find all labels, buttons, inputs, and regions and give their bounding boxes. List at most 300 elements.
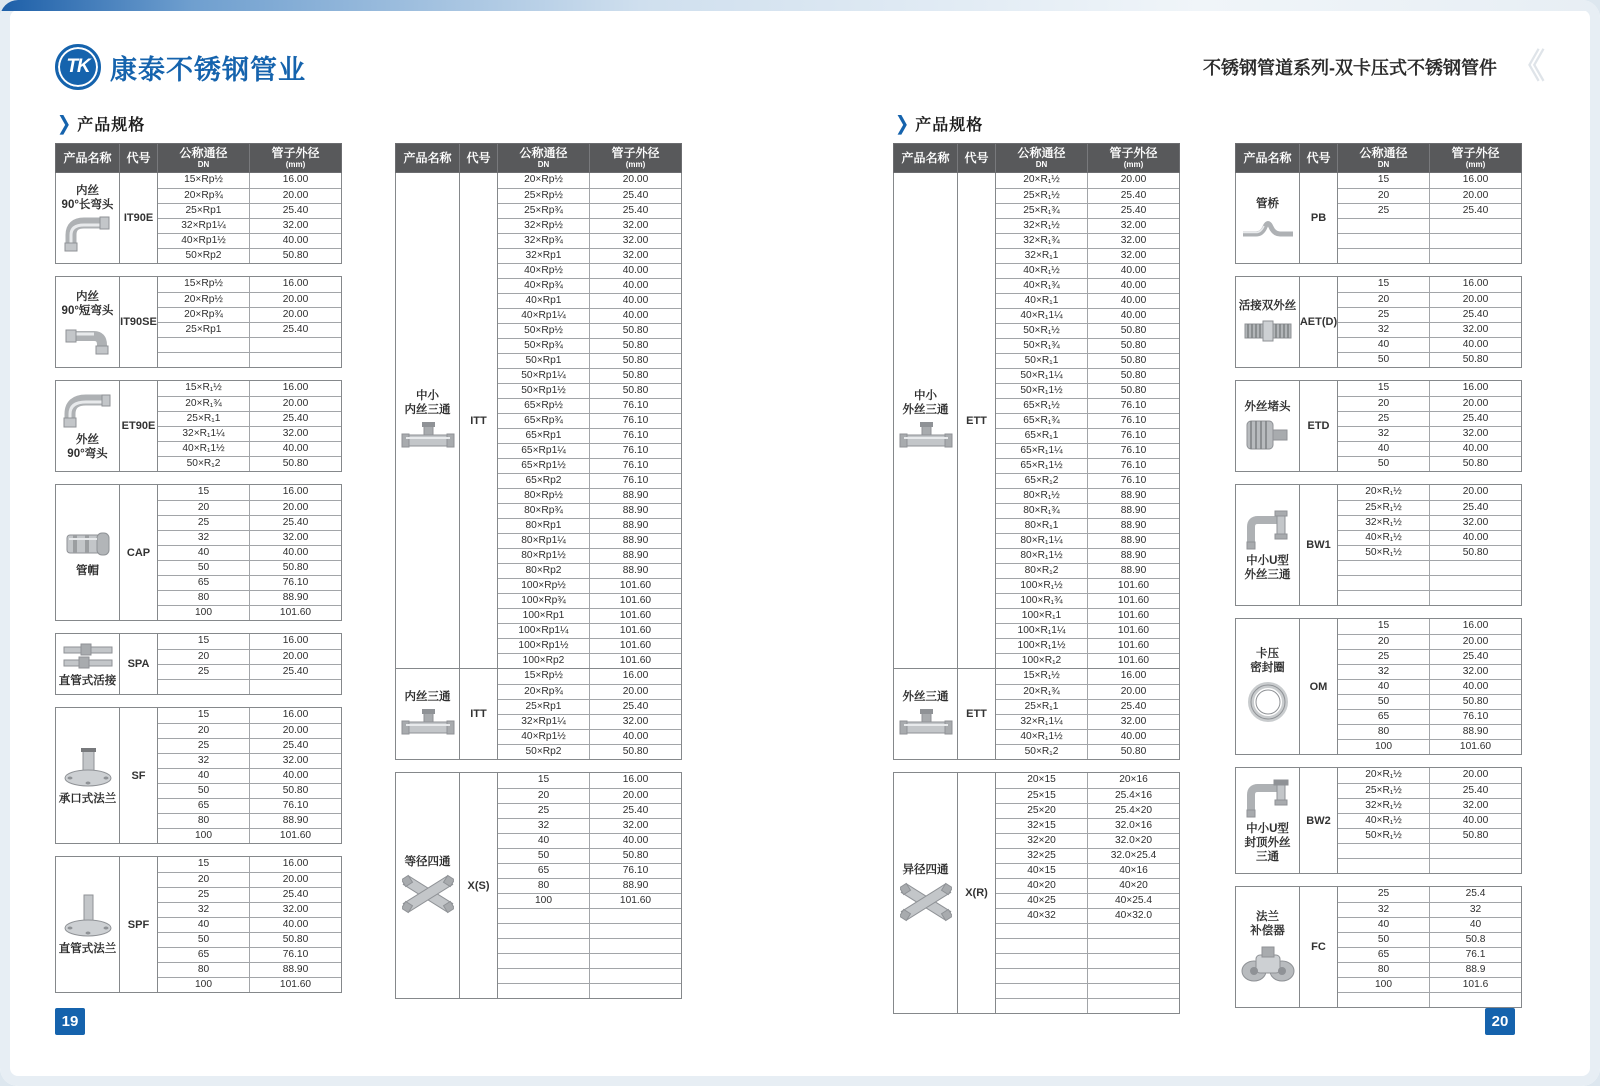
table-row: [498, 203, 681, 218]
od-cell: 50.80: [622, 370, 649, 381]
od-cell: 101.60: [619, 895, 652, 906]
od-cell: 40.00: [622, 731, 649, 742]
od-cell: 101.60: [1117, 640, 1150, 651]
table-row: [158, 828, 341, 843]
od-cell: 32.00: [622, 220, 649, 231]
table-row: [1338, 962, 1521, 977]
od-cell: 16.00: [1462, 620, 1489, 631]
product-name: 中小U型 外丝三通: [1244, 554, 1291, 581]
table-row: [996, 653, 1179, 668]
od-cell: 40.00: [1120, 265, 1147, 276]
dn-cell: 20: [1338, 397, 1430, 411]
dn-cell: 32×15: [996, 819, 1088, 833]
table-row: [1338, 724, 1521, 739]
dn-cell: 50×Rp1: [498, 354, 590, 368]
table-row: [158, 441, 341, 456]
dn-cell: 65: [158, 799, 250, 813]
od-cell: 50.80: [1462, 830, 1489, 841]
dn-cell: [1338, 219, 1430, 233]
od-cell: 25.4×16: [1114, 790, 1153, 801]
dn-cell: 32: [158, 531, 250, 545]
dn-cell: 32×R₁½: [1338, 516, 1430, 530]
dn-cell: 40×Rp¾: [498, 279, 590, 293]
dn-cell: 50×Rp¾: [498, 339, 590, 353]
spec-rows: [1338, 173, 1521, 263]
spec-rows: [158, 173, 341, 263]
dn-cell: 25: [158, 516, 250, 530]
od-cell: 16.00: [1462, 382, 1489, 393]
dn-cell: [996, 984, 1088, 998]
dn-cell: 65×Rp1¼: [498, 444, 590, 458]
od-cell: 76.10: [622, 400, 649, 411]
dn-cell: 25: [158, 888, 250, 902]
dn-cell: 20×R₁¾: [158, 397, 250, 411]
od-cell: 40.00: [282, 919, 309, 930]
od-cell: 32.00: [622, 250, 649, 261]
dn-cell: 25: [1338, 412, 1430, 426]
dn-cell: 100: [1338, 978, 1430, 992]
od-cell: 50.80: [1120, 355, 1147, 366]
od-cell: 40.00: [282, 235, 309, 246]
dn-cell: 50×R₁½: [1338, 546, 1430, 560]
od-cell: 76.10: [1120, 460, 1147, 471]
col-header-od: 管子外径 (mm): [1109, 146, 1158, 169]
table-row: [498, 729, 681, 744]
dn-cell: 50×Rp2: [498, 745, 590, 759]
table-row: [498, 443, 681, 458]
od-cell: 50.80: [622, 340, 649, 351]
table-row: [1338, 783, 1521, 798]
od-cell: 16.00: [282, 278, 309, 289]
dn-cell: 20: [1338, 635, 1430, 649]
table-row: [498, 173, 681, 188]
dn-cell: [1338, 576, 1430, 590]
dn-cell: 15: [1338, 277, 1430, 292]
dn-cell: 20×Rp¾: [158, 308, 250, 322]
table-row: [158, 515, 341, 530]
table-row: [498, 383, 681, 398]
od-cell: 40.00: [1120, 310, 1147, 321]
table-row: [498, 263, 681, 278]
table-row: [1338, 619, 1521, 634]
dn-cell: 80×R₁1: [996, 519, 1088, 533]
tee-icon: [898, 420, 954, 452]
u-tee-icon: [1241, 509, 1295, 551]
od-cell: 88.90: [622, 880, 649, 891]
elbow-short-icon: [62, 321, 114, 355]
od-cell: 20.00: [1462, 636, 1489, 647]
od-cell: [250, 680, 341, 694]
table-row: [1338, 977, 1521, 992]
straight-flange-icon: [60, 893, 116, 939]
dn-cell: 65×Rp½: [498, 399, 590, 413]
table-row: [158, 708, 341, 723]
od-cell: 50.80: [282, 785, 309, 796]
od-cell: 76.10: [622, 460, 649, 471]
od-cell: 40.00: [1120, 731, 1147, 742]
od-cell: [590, 969, 681, 983]
od-cell: 76.10: [1120, 430, 1147, 441]
spec-rows: [996, 669, 1179, 759]
table-row: [1338, 500, 1521, 515]
product-name-cell: [1236, 619, 1300, 754]
dn-cell: 50×Rp1½: [498, 384, 590, 398]
product-group: [56, 381, 341, 471]
table-row: [498, 218, 681, 233]
od-cell: [590, 954, 681, 968]
table-row: [996, 998, 1179, 1013]
table-row: [498, 773, 681, 788]
product-name-cell: [56, 634, 120, 694]
table-row: [1338, 739, 1521, 754]
dn-cell: 15: [158, 857, 250, 872]
dn-cell: [1338, 993, 1430, 1007]
series-title: 不锈钢管道系列-双卡压式不锈钢管件: [1203, 58, 1497, 78]
table-row: [996, 593, 1179, 608]
table-row: [1338, 932, 1521, 947]
dn-cell: 50×R₁½: [1338, 829, 1430, 843]
od-cell: 50.80: [1462, 458, 1489, 469]
od-cell: 25.40: [1462, 413, 1489, 424]
table-row: [1338, 768, 1521, 783]
dn-cell: 65×R₁¾: [996, 414, 1088, 428]
section-title-text: 产品规格: [77, 117, 146, 134]
od-cell: 76.10: [282, 577, 309, 588]
table-row: [996, 563, 1179, 578]
product-name: 内丝 90°短弯头: [61, 290, 114, 317]
table-row: [158, 456, 341, 471]
spec-table: [55, 276, 342, 368]
table-row: [158, 426, 341, 441]
dn-cell: [1338, 844, 1430, 858]
brand: [55, 44, 306, 90]
table-row: [498, 548, 681, 563]
table-row: [996, 173, 1179, 188]
dn-cell: 50: [1338, 695, 1430, 709]
od-cell: 20.00: [1462, 486, 1489, 497]
dn-cell: 100: [158, 978, 250, 992]
dn-cell: 100×Rp1: [498, 609, 590, 623]
dn-cell: 65: [158, 576, 250, 590]
dn-cell: [498, 924, 590, 938]
dn-cell: 25: [1338, 887, 1430, 902]
table-row: [996, 188, 1179, 203]
section-title-right: [895, 112, 983, 135]
dn-cell: 50×R₁1: [996, 354, 1088, 368]
table-row: [996, 953, 1179, 968]
od-cell: 32.0×25.4: [1110, 850, 1157, 861]
table-row: [996, 669, 1179, 684]
table-header-row: [395, 143, 682, 173]
dn-cell: 40×Rp½: [498, 264, 590, 278]
dn-cell: 40×20: [996, 879, 1088, 893]
table-row: [498, 398, 681, 413]
table-row: [996, 608, 1179, 623]
table-row: [498, 878, 681, 893]
spec-rows: [158, 485, 341, 620]
dn-cell: [498, 969, 590, 983]
od-cell: [1088, 999, 1179, 1013]
table-row: [158, 738, 341, 753]
table-row: [1338, 352, 1521, 367]
dn-cell: 80×R₁2: [996, 564, 1088, 578]
table-row: [498, 669, 681, 684]
table-row: [1338, 307, 1521, 322]
table-row: [1338, 337, 1521, 352]
table-row: [158, 768, 341, 783]
table-row: [1338, 649, 1521, 664]
dn-cell: 15×Rp½: [498, 669, 590, 684]
dn-cell: 25×R₁½: [996, 189, 1088, 203]
spec-table: [1235, 484, 1522, 606]
dn-cell: [1338, 561, 1430, 575]
product-code: IT90SE: [120, 277, 158, 367]
dn-cell: 40×Rp1: [498, 294, 590, 308]
od-cell: 88.90: [622, 565, 649, 576]
od-cell: 40.00: [1462, 815, 1489, 826]
table-row: [498, 188, 681, 203]
table-row: [1338, 485, 1521, 500]
dn-cell: 80: [1338, 963, 1430, 977]
dn-cell: 50×Rp1¼: [498, 369, 590, 383]
table-row: [996, 968, 1179, 983]
table-row: [498, 968, 681, 983]
od-cell: 88.90: [622, 505, 649, 516]
table-row: [1338, 664, 1521, 679]
dn-cell: 25×Rp1: [158, 204, 250, 218]
od-cell: 16.00: [1462, 278, 1489, 289]
od-cell: [1430, 234, 1521, 248]
dn-cell: 65×R₁1½: [996, 459, 1088, 473]
dn-cell: 40×Rp1¼: [498, 309, 590, 323]
dn-cell: 100×R₁½: [996, 579, 1088, 593]
od-cell: 101.60: [1117, 610, 1150, 621]
dn-cell: 32×Rp1¼: [498, 715, 590, 729]
dn-cell: 100: [158, 606, 250, 620]
dn-cell: 65: [158, 948, 250, 962]
table-row: [498, 848, 681, 863]
product-name: 异径四通: [902, 863, 949, 876]
union-icon: [61, 641, 115, 671]
product-code: IT90E: [120, 173, 158, 263]
dn-cell: 65×Rp2: [498, 474, 590, 488]
product-group: [56, 857, 341, 992]
od-cell: 25.40: [1462, 309, 1489, 320]
od-cell: 40.00: [282, 443, 309, 454]
od-cell: 76.1: [1465, 949, 1486, 960]
od-cell: 20.00: [282, 309, 309, 320]
table-row: [498, 338, 681, 353]
od-cell: 32.00: [622, 716, 649, 727]
od-cell: 101.60: [1117, 625, 1150, 636]
dn-cell: 15: [1338, 619, 1430, 634]
table-row: [498, 428, 681, 443]
table-row: [498, 368, 681, 383]
table-row: [158, 813, 341, 828]
spec-rows: [158, 634, 341, 694]
od-cell: 50.80: [1120, 746, 1147, 757]
dn-cell: 50×Rp2: [158, 249, 250, 263]
spec-table: [1235, 173, 1522, 264]
dn-cell: 40: [1338, 442, 1430, 456]
od-cell: 40.00: [622, 310, 649, 321]
od-cell: 25.40: [622, 701, 649, 712]
od-cell: 76.10: [622, 475, 649, 486]
od-cell: 101.60: [619, 625, 652, 636]
od-cell: 88.90: [622, 490, 649, 501]
od-cell: 25.40: [282, 205, 309, 216]
od-cell: 88.90: [1120, 550, 1147, 561]
od-cell: 16.00: [282, 382, 309, 393]
table-row: [996, 578, 1179, 593]
table-row: [498, 623, 681, 638]
spec-column-1: [55, 143, 342, 993]
table-row: [1338, 381, 1521, 396]
product-name: 承口式法兰: [58, 793, 117, 805]
od-cell: 101.60: [619, 595, 652, 606]
table-row: [1338, 411, 1521, 426]
table-row: [996, 488, 1179, 503]
table-row: [158, 233, 341, 248]
spec-column-2: [395, 143, 682, 999]
dn-cell: 40: [158, 918, 250, 932]
dn-cell: 15×Rp½: [158, 173, 250, 188]
spec-table: [395, 173, 682, 760]
dn-cell: 50: [158, 933, 250, 947]
table-row: [996, 684, 1179, 699]
dn-cell: 15: [158, 634, 250, 649]
od-cell: 50.80: [1462, 547, 1489, 558]
product-code: ET90E: [120, 381, 158, 471]
od-cell: 88.9: [1465, 964, 1486, 975]
dn-cell: 80×Rp1½: [498, 549, 590, 563]
od-cell: [590, 924, 681, 938]
table-row: [1338, 813, 1521, 828]
dn-cell: 40×R₁1¼: [996, 309, 1088, 323]
od-cell: 50.80: [1120, 385, 1147, 396]
table-row: [996, 413, 1179, 428]
od-cell: 16.00: [282, 709, 309, 720]
product-name-cell: [894, 669, 958, 759]
dn-cell: [996, 924, 1088, 938]
section-title-text: 产品规格: [915, 117, 984, 134]
od-cell: 20.00: [282, 651, 309, 662]
dn-cell: 100×R₁1¼: [996, 624, 1088, 638]
dn-cell: [1338, 249, 1430, 263]
od-cell: 88.90: [282, 592, 309, 603]
table-row: [158, 679, 341, 694]
product-group: [1236, 381, 1521, 471]
product-code: SPA: [120, 634, 158, 694]
product-group: [56, 277, 341, 367]
dn-cell: 32×Rp½: [498, 219, 590, 233]
od-cell: 20.00: [1120, 174, 1147, 185]
dn-cell: [498, 954, 590, 968]
bridge-icon: [1240, 214, 1296, 240]
od-cell: 16.00: [622, 670, 649, 681]
dn-cell: 65: [1338, 948, 1430, 962]
od-cell: 16.00: [622, 774, 649, 785]
table-header-row: [1235, 143, 1522, 173]
table-row: [498, 578, 681, 593]
od-cell: 32.00: [1462, 517, 1489, 528]
od-cell: 16.00: [1462, 174, 1489, 185]
table-row: [498, 938, 681, 953]
dn-cell: 20×15: [996, 773, 1088, 788]
od-cell: 32.00: [282, 755, 309, 766]
product-name: 中小U型 封顶外丝 三通: [1244, 823, 1291, 863]
product-name: 外丝堵头: [1244, 400, 1291, 413]
tee-icon: [400, 420, 456, 452]
product-group: [894, 668, 1179, 759]
product-name: 外丝 90°弯头: [67, 433, 108, 460]
product-name-cell: [1236, 381, 1300, 471]
product-name-cell: [894, 173, 958, 668]
table-row: [1338, 173, 1521, 188]
table-row: [1338, 560, 1521, 575]
table-row: [996, 368, 1179, 383]
table-row: [996, 203, 1179, 218]
dn-cell: [996, 969, 1088, 983]
dn-cell: 15: [158, 708, 250, 723]
table-row: [1338, 917, 1521, 932]
table-row: [158, 932, 341, 947]
od-cell: 76.10: [622, 415, 649, 426]
od-cell: 50.80: [622, 355, 649, 366]
product-name-cell: [56, 277, 120, 367]
dn-cell: 100: [498, 894, 590, 908]
table-row: [158, 575, 341, 590]
product-name: 外丝三通: [902, 690, 949, 703]
product-code: ETT: [958, 173, 996, 668]
product-name-cell: [56, 381, 120, 471]
o-ring-icon: [1244, 678, 1292, 726]
od-cell: 50.80: [622, 850, 649, 861]
table-row: [996, 788, 1179, 803]
table-row: [996, 248, 1179, 263]
product-code: BW2: [1300, 768, 1338, 873]
table-row: [1338, 992, 1521, 1007]
od-cell: 50.80: [282, 934, 309, 945]
product-code: X(R): [958, 773, 996, 1013]
dn-cell: [1338, 234, 1430, 248]
dn-cell: 80: [1338, 725, 1430, 739]
table-row: [1338, 248, 1521, 263]
product-name-cell: [1236, 485, 1300, 605]
table-row: [498, 833, 681, 848]
table-row: [158, 307, 341, 322]
product-code: OM: [1300, 619, 1338, 754]
dn-cell: 80: [158, 963, 250, 977]
dn-cell: 100×R₁2: [996, 654, 1088, 668]
col-header-code: 代号: [958, 144, 996, 172]
od-cell: [1430, 993, 1521, 1007]
dn-cell: 50: [1338, 933, 1430, 947]
dn-cell: 32: [158, 903, 250, 917]
table-row: [158, 753, 341, 768]
spec-table: [1235, 380, 1522, 472]
dn-cell: 25×20: [996, 804, 1088, 818]
table-row: [996, 278, 1179, 293]
product-name: 中小 外丝三通: [902, 390, 949, 416]
product-group: [396, 173, 681, 668]
table-row: [158, 203, 341, 218]
od-cell: 25.40: [1462, 502, 1489, 513]
dn-cell: [158, 338, 250, 352]
od-cell: 76.10: [622, 865, 649, 876]
od-cell: 101.60: [1117, 595, 1150, 606]
dn-cell: 50×R₁2: [996, 745, 1088, 759]
